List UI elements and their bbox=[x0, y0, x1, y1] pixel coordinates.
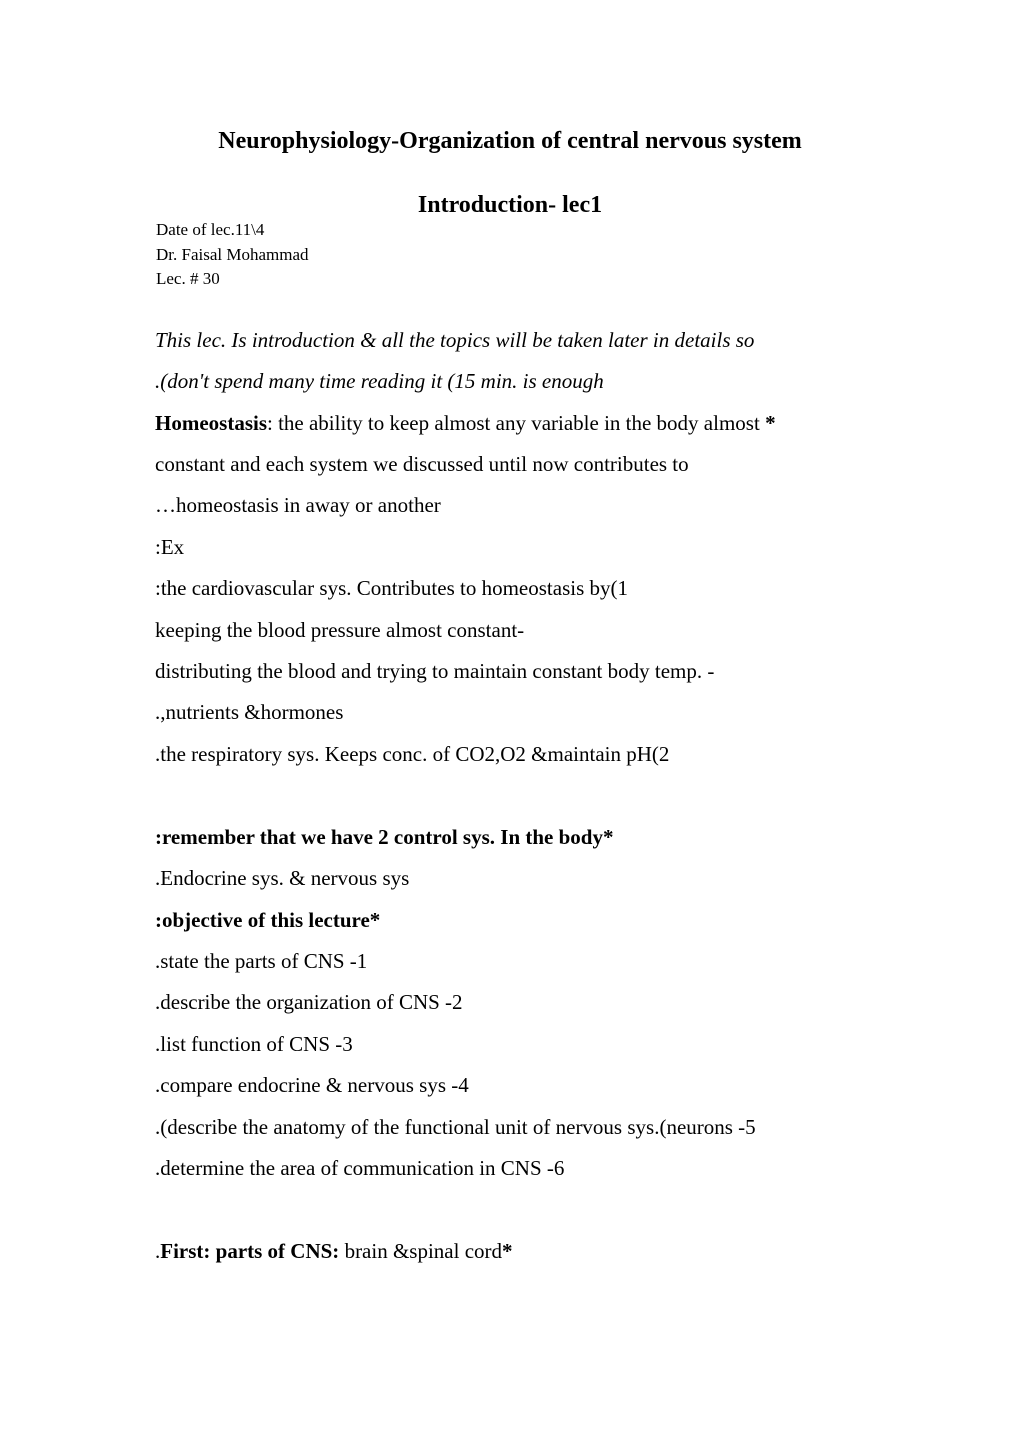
intro-line-1: This lec. Is introduction & all the topics will be taken later in details so bbox=[155, 328, 755, 352]
first-star: * bbox=[502, 1239, 513, 1263]
lecturer-name: Dr. Faisal Mohammad bbox=[156, 245, 309, 264]
first-prefix: . bbox=[155, 1239, 161, 1263]
page-title: Neurophysiology-Organization of central nervous system bbox=[218, 128, 802, 154]
example-label: :Ex bbox=[155, 535, 185, 559]
first-text: brain &spinal cord bbox=[339, 1239, 503, 1263]
homeostasis-term: Homeostasis bbox=[155, 411, 267, 435]
intro-line-2: .(don't spend many time reading it (15 min. is enough bbox=[155, 369, 604, 393]
page-subtitle: Introduction- lec1 bbox=[417, 192, 603, 218]
objective-item-1: .state the parts of CNS -1 bbox=[155, 949, 368, 973]
homeostasis-star: * bbox=[765, 411, 776, 435]
objective-item-2: .describe the organization of CNS -2 bbox=[155, 990, 463, 1014]
objectives-heading: :objective of this lecture* bbox=[155, 908, 381, 932]
cardiovascular-point-1: keeping the blood pressure almost constant- bbox=[155, 618, 525, 642]
homeostasis-line-2: constant and each system we discussed until now contributes to bbox=[155, 452, 689, 476]
respiratory-line: .the respiratory sys. Keeps conc. of CO2,O2 &maintain pH(2 bbox=[155, 742, 670, 766]
homeostasis-definition bbox=[155, 410, 776, 436]
lecture-number: Lec. # 30 bbox=[156, 269, 220, 288]
lecture-date: Date of lec.11\4 bbox=[156, 220, 265, 239]
control-text: .Endocrine sys. & nervous sys bbox=[155, 866, 410, 890]
cardiovascular-intro: :the cardiovascular sys. Contributes to homeostasis by(1 bbox=[155, 576, 629, 600]
objective-item-4: .compare endocrine & nervous sys -4 bbox=[155, 1073, 469, 1097]
first-label: First: parts of CNS: bbox=[160, 1239, 340, 1263]
cardiovascular-point-3: .,nutrients &hormones bbox=[155, 700, 344, 724]
cardiovascular-point-2: distributing the blood and trying to maintain constant body temp. - bbox=[155, 659, 715, 683]
control-heading: :remember that we have 2 control sys. In the body* bbox=[155, 825, 614, 849]
homeostasis-definition-text: : the ability to keep almost any variable in the body almost bbox=[267, 411, 766, 435]
objective-item-6: .determine the area of communication in CNS -6 bbox=[155, 1156, 565, 1180]
objective-item-3: .list function of CNS -3 bbox=[155, 1032, 353, 1056]
homeostasis-line-3: …homeostasis in away or another bbox=[155, 493, 441, 517]
objective-item-5: .(describe the anatomy of the functional unit of nervous sys.(neurons -5 bbox=[155, 1115, 756, 1139]
first-parts-of-cns bbox=[155, 1238, 513, 1264]
